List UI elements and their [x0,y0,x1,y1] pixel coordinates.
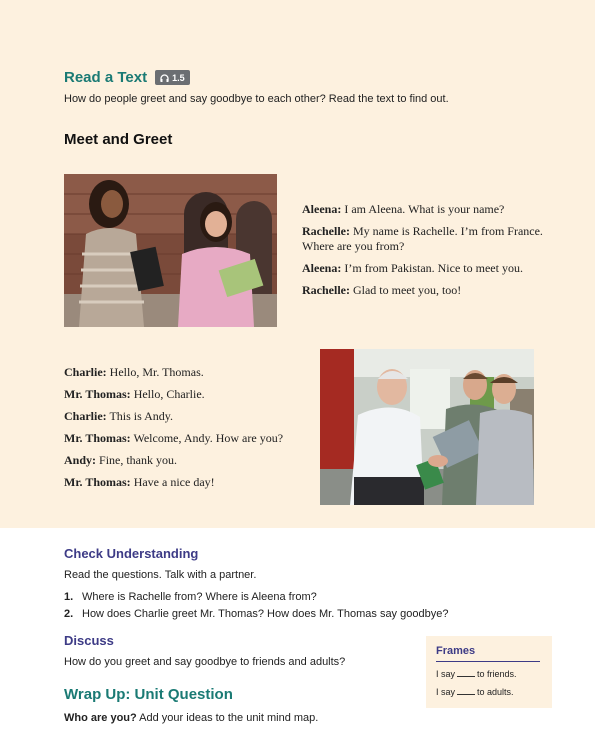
dialog-line [302,261,564,276]
frames-box [426,636,552,708]
dialog-charlie-thomas [64,365,314,497]
dialog-text: I’m from Pakistan. Nice to meet you. [344,261,523,275]
audio-track-badge[interactable] [155,70,190,85]
speaker-name: Andy: [64,453,97,467]
dialog-text: Fine, thank you. [99,453,178,467]
frame-sentence-adults [436,686,514,697]
question-list [64,589,448,623]
dialog-line [64,409,314,424]
discuss-title: Discuss [64,633,114,648]
wrap-up-instruction: Add your ideas to the unit mind map. [136,712,319,724]
dialog-text: Hello, Mr. Thomas. [109,365,204,379]
section-title-read-a-text: Read a Text [64,69,148,86]
question-text: How does Charlie greet Mr. Thomas? How does Mr. Thomas say goodbye? [82,608,449,620]
dialog-line [64,475,314,490]
speaker-name: Mr. Thomas: [64,431,131,445]
wrap-up-question: Who are you? [64,712,137,724]
frame-text: I say [436,669,456,679]
dialog-text: This is Andy. [109,409,174,423]
dialog-line [302,202,564,217]
question-text: Where is Rachelle from? Where is Aleena from? [82,591,317,603]
question-number: 2. [64,608,74,620]
wrap-up-title: Wrap Up: Unit Question [64,686,233,703]
speaker-name: Charlie: [64,365,107,379]
photo-teacher-handshake [320,349,534,505]
read-a-text-header [64,69,190,86]
speaker-name: Mr. Thomas: [64,387,131,401]
dialog-line [64,387,314,402]
frames-divider [436,661,540,662]
photo-two-students [64,174,277,327]
frames-title: Frames [436,645,476,657]
frame-text: to friends. [477,669,517,679]
read-a-text-instruction: How do people greet and say goodbye to each other? Read the text to find out. [64,93,449,105]
speaker-name: Rachelle: [302,283,350,297]
wrap-up-text [64,712,318,724]
question-item [64,606,448,623]
dialog-text: Have a nice day! [133,475,215,489]
headphones-icon [160,74,169,82]
fill-blank[interactable] [457,668,475,677]
dialog-line [64,453,314,468]
fill-blank[interactable] [457,686,475,695]
check-understanding-title: Check Understanding [64,546,199,561]
dialog-text: I am Aleena. What is your name? [344,202,505,216]
question-item [64,589,448,606]
dialog-text: Hello, Charlie. [133,387,205,401]
frame-sentence-friends [436,668,517,679]
speaker-name: Rachelle: [302,224,350,238]
speaker-name: Aleena: [302,261,342,275]
dialog-line [302,283,564,298]
discuss-text: How do you greet and say goodbye to friends and adults? [64,656,346,668]
check-understanding-instruction: Read the questions. Talk with a partner. [64,569,257,581]
dialog-text: Welcome, Andy. How are you? [133,431,284,445]
speaker-name: Charlie: [64,409,107,423]
dialog-text: Glad to meet you, too! [352,283,462,297]
frame-text: I say [436,687,456,697]
dialog-aleena-rachelle [302,202,564,305]
dialog-line [64,365,314,380]
audio-track-number: 1.5 [172,72,185,83]
dialog-line [64,431,314,446]
frame-text: to adults. [477,687,514,697]
dialog-line [302,224,564,254]
speaker-name: Mr. Thomas: [64,475,131,489]
question-number: 1. [64,591,74,603]
reading-title: Meet and Greet [64,131,173,148]
dialog-text: My name is Rachelle. I’m from France. Where are you from? [302,224,543,253]
speaker-name: Aleena: [302,202,342,216]
